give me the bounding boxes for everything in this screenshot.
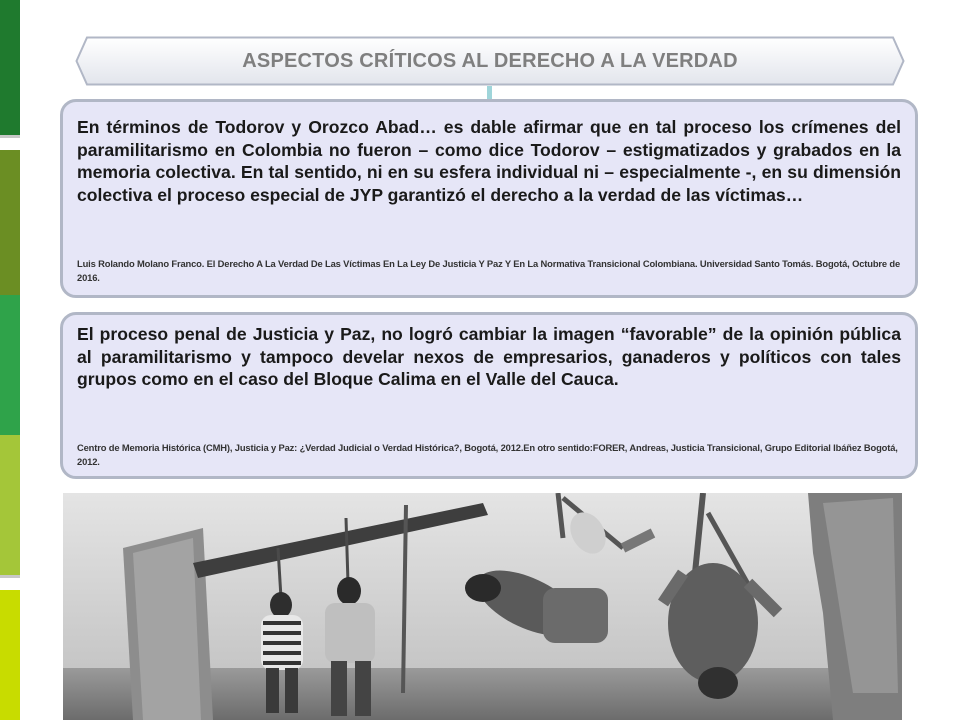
page-title: ASPECTOS CRÍTICOS AL DERECHO A LA VERDAD	[242, 49, 738, 72]
quote-text: En términos de Todorov y Orozco Abad… es dable afirmar que en tal proceso los crímenes del paramilitarismo en Colombia no fueron – como dice Todorov – estigmatizados y grabados en la memoria colectiva. En tal sentido, ni en su esfera individual ni – especialmente -, en su dimensión colectiva el proceso especial de JYP garantizó el derecho a la verdad de las víctimas…	[77, 117, 901, 205]
quote-citation: Centro de Memoria Histórica (CMH), Justicia y Paz: ¿Verdad Judicial o Verdad Histórica?, Bogotá, 2012.En otro sentido:FORER, Andreas, Justicia Transicional, Grupo Editorial Ibáñez Bogotá, 2012.	[77, 442, 898, 467]
accent-divider	[0, 575, 20, 578]
accent-segment-dark-green	[0, 0, 20, 135]
historical-photo	[63, 493, 902, 720]
photo-illustration	[63, 493, 902, 720]
accent-segment-olive	[0, 150, 20, 295]
accent-segment-green	[0, 295, 20, 435]
quote-text: El proceso penal de Justicia y Paz, no logró cambiar la imagen “favorable” de la opinión pública al paramilitarismo y tampoco develar nexos de empresarios, ganaderos y políticos con tales grupos como en el caso del Bloque Calima en el Valle del Cauca.	[77, 324, 901, 390]
quote-box-2	[60, 312, 918, 479]
accent-segment-yellow-green	[0, 590, 20, 720]
title-banner	[75, 36, 905, 86]
quote-box-1	[60, 99, 918, 298]
accent-divider	[0, 135, 20, 138]
accent-segment-lime	[0, 435, 20, 575]
left-accent-bar	[0, 0, 20, 720]
banner-connector	[487, 86, 492, 100]
quote-citation: Luis Rolando Molano Franco. El Derecho A La Verdad De Las Víctimas En La Ley De Justicia Y Paz Y En La Normativa Transicional Colombiana. Universidad Santo Tomás. Bogotá, Octubre de 2016.	[77, 258, 901, 283]
